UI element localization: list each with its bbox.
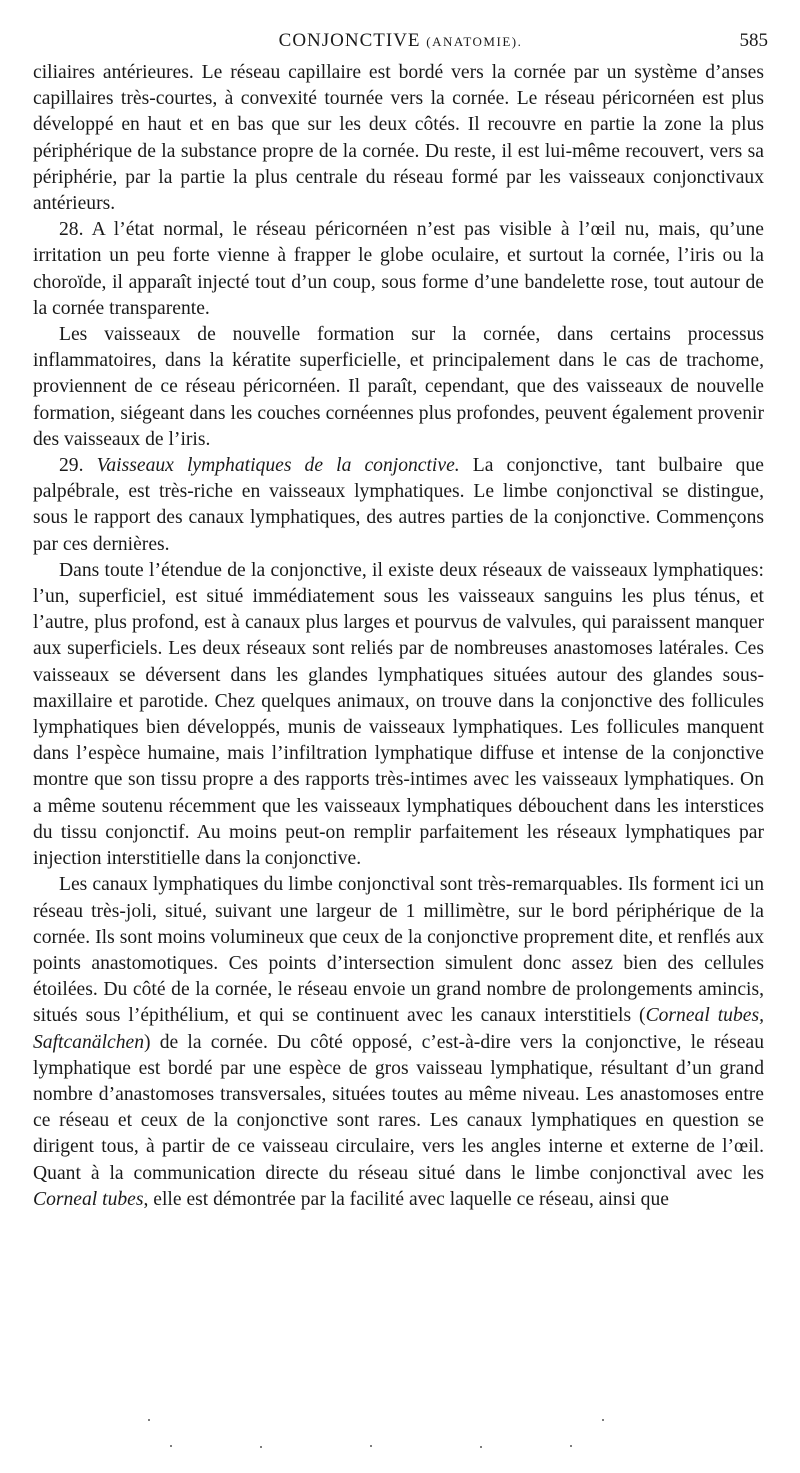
speck	[370, 1445, 372, 1447]
body-text	[33, 60, 764, 1213]
speck	[260, 1446, 262, 1448]
paragraph-29	[33, 453, 764, 558]
running-head	[33, 30, 768, 52]
page-number: 585	[739, 30, 768, 51]
page-header	[33, 30, 768, 56]
section-title: Vaisseaux lymphatiques de la conjonctive.	[96, 455, 460, 477]
paragraph-new-vessels: Les vaisseaux de nouvelle formation sur la cornée, dans certains processus inflammatoires, dans la kératite superficielle, et principalement dans le cas de trachome, proviennent de ce réseau péricornéen. Il paraît, cependant, que des vaisseaux de nouvelle formation, siégeant dans les couches cornéennes plus profondes, peuvent également provenir des vaisseaux de l’iris.	[33, 324, 764, 450]
speck	[170, 1445, 172, 1447]
speck	[602, 1419, 604, 1421]
limbus-italic-terms: Corneal tubes, Saftcanälchen	[33, 1005, 764, 1053]
paragraph-limbus-canals	[33, 872, 764, 1213]
limbus-text-before: Les canaux lymphatiques du limbe conjonctival sont très-remarquables. Ils forment ici un réseau très-joli, situé, suivant une largeur de 1 millimètre, sur le bord périphérique de la cornée. Ils sont moins volumineux que ceux de la conjonctive proprement dite, et renflés aux points anastomotiques. Ces points d’intersection simulent donc assez bien des cellules étoilées. Du côté de la cornée, le réseau envoie un grand nombre de prolongements amincis, situés sous l’épithélium, et qui se continuent avec les canaux interstitiels (	[33, 874, 764, 1027]
speck	[480, 1446, 482, 1448]
limbus-text-after: , elle est démontrée par la facilité avec laquelle ce réseau, ainsi que	[143, 1188, 669, 1210]
limbus-text-middle: ) de la cornée. Du côté opposé, c’est-à-dire vers la conjonctive, le réseau lymphatique est bordé par une espèce de gros vaisseau lymphatique, résultant d’un grand nombre d’anastomoses transversales, situées toutes au même niveau. Les anastomoses entre ce réseau et ceux de la conjonctive sont rares. Les canaux lymphatiques en question se dirigent tous, à partir de ce vaisseau circulaire, vers les angles interne et externe de l’œil. Quant à la communication directe du réseau situé dans le limbe conjonctival avec les	[33, 1031, 764, 1184]
paragraph-two-networks: Dans toute l’étendue de la conjonctive, il existe deux réseaux de vaisseaux lymphatiques: l’un, superficiel, est situé immédiatement sous les vaisseaux sanguins les plus ténus, et l’autre, plus profond, est à canaux plus larges et pourvus de valvules, qui paraissent manquer aux superficiels. Les deux réseaux sont reliés par de nombreuses anastomoses latérales. Ces vaisseaux se déversent dans les glandes lymphatiques situées autour des glandes sous-maxillaire et parotide. Chez quelques animaux, on trouve dans la conjonctive des follicules lymphatiques bien développés, munis de vaisseaux lymphatiques. Les follicules manquent dans l’espèce humaine, mais l’infiltration lymphatique diffuse et intense de la conjonctive montre que son tissu propre a des rapports très-intimes avec les vaisseaux lymphatiques. On a même soutenu récemment que les vaisseaux lymphatiques débouchent dans les interstices du tissu conjonctif. Au moins peut-on remplir parfaitement les réseaux lymphatiques par injection interstitielle dans la conjonctive.	[33, 559, 764, 870]
running-title: CONJONCTIVE	[278, 30, 421, 51]
limbus-italic-corneal-tubes: Corneal tubes	[33, 1188, 144, 1210]
speck	[148, 1419, 150, 1421]
paragraph-28: 28. A l’état normal, le réseau péricornéen n’est pas visible à l’œil nu, mais, qu’une irritation un peu forte vienne à frapper le globe oculaire, et surtout la cornée, l’iris ou la choroïde, il apparaît injecté tout d’un coup, sous forme d’une bandelette rose, tout autour de la cornée transparente.	[33, 219, 764, 319]
section-number: 29.	[59, 455, 84, 477]
scan-specks	[140, 1415, 620, 1455]
speck	[570, 1445, 572, 1447]
section-text: La conjonctive, tant bulbaire que palpébrale, est très-riche en vaisseaux lymphatiques. Le limbe conjonctival se distingue, sous le rapport des canaux lymphatiques, des autres parties de la conjonctive. Commençons par ces dernières.	[33, 455, 764, 555]
paragraph-continuation: ciliaires antérieures. Le réseau capillaire est bordé vers la cornée par un système d’anses capillaires très-courtes, à convexité tournée vers la cornée. Le réseau péricornéen est plus développé en haut et en bas que sur les deux côtés. Il recouvre en partie la zone la plus périphérique de la substance propre de la cornée. Du reste, il est lui-même recouvert, vers sa périphérie, par la partie la plus centrale du réseau formé par les vaisseaux conjonctivaux antérieurs.	[33, 62, 764, 215]
running-subtitle: (ANATOMIE).	[426, 34, 523, 49]
